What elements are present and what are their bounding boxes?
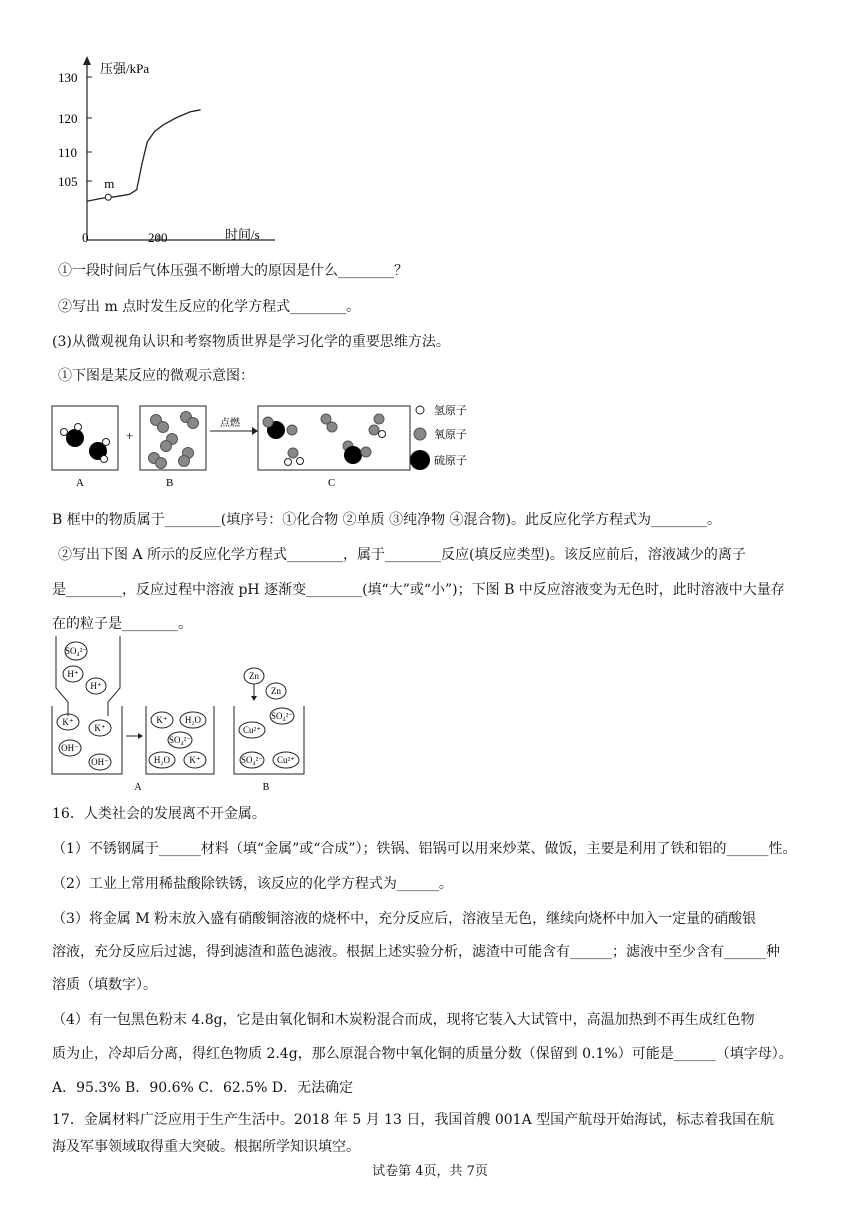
question-line: B 框中的物质属于________(填序号：①化合物 ②单质 ③纯净物 ④混合物)。此反应化学方程式为________。 xyxy=(52,512,722,528)
page-footer: 试卷第 4页，共 7页 xyxy=(372,1164,488,1179)
question-line: ①下图是某反应的微观示意图： xyxy=(58,368,254,384)
ion-label: SO₄²⁻ xyxy=(240,755,264,765)
ion-label: SO₄²⁻ xyxy=(168,735,192,745)
hydrogen-legend-marker xyxy=(416,406,424,414)
y-axis-arrow xyxy=(83,56,91,65)
ion-label: H₂O xyxy=(184,715,202,725)
y-tick-label: 105 xyxy=(58,174,78,189)
ion-label: Zn xyxy=(271,686,281,696)
ion-label: H⁺ xyxy=(90,681,102,691)
legend-label: 硫原子 xyxy=(434,455,467,467)
ion-label: K⁺ xyxy=(156,715,168,725)
box-a xyxy=(52,406,118,470)
question-line: （1）不锈钢属于______材料（填“金属”或“合成”）；铁锅、铝锅可以用来炒菜、做饭，主要是利用了铁和铝的______性。 xyxy=(52,841,797,857)
question-line: 质为止，冷却后分离，得红色物质 2.4g，那么原混合物中氧化铜的质量分数（保留到 0.1%）可能是______（填字母）。 xyxy=(52,1046,793,1062)
question-heading: 16．人类社会的发展离不开金属。 xyxy=(52,806,266,822)
question-line: (3)从微观视角认识和考察物质世界是学习化学的重要思维方法。 xyxy=(52,334,450,350)
pressure-chart xyxy=(50,55,280,255)
ion-label: Cu²⁺ xyxy=(243,725,261,735)
h2s-molecules xyxy=(61,424,110,463)
question-line: 溶液，充分反应后过滤，得到滤渣和蓝色滤液。根据上述实验分析，滤渣中可能含有______；滤液中至少含有______种 xyxy=(52,944,780,960)
question-heading: 17．金属材料广泛应用于生产生活中。2018 年 5 月 13 日，我国首艘 001A 型国产航母开始海试，标志着我国在航 xyxy=(52,1112,775,1128)
box-label-c: C xyxy=(328,477,336,488)
y-tick-label: 130 xyxy=(58,70,78,85)
micro-reaction-diagram xyxy=(48,400,508,488)
question-line: 是________，反应过程中溶液 pH 逐渐变________(填“大”或“小”)；下图 B 中反应溶液变为无色时，此时溶液中大量存 xyxy=(52,582,785,598)
plus-sign: + xyxy=(126,428,134,443)
legend-label: 氧原子 xyxy=(434,429,467,441)
x-tick-label: 200 xyxy=(148,230,168,245)
ion-label: H₂O xyxy=(153,755,171,765)
question-line: ①一段时间后气体压强不断增大的原因是什么________？ xyxy=(58,263,408,279)
oxygen-legend-marker xyxy=(414,428,426,440)
y-axis-label: 压强/kPa xyxy=(100,61,150,76)
y-tick-label: 120 xyxy=(58,111,78,126)
ion-label: H⁺ xyxy=(67,669,79,679)
beaker-label-b: B xyxy=(262,782,270,793)
question-line: 在的粒子是________。 xyxy=(52,616,192,632)
ion-label: K⁺ xyxy=(189,755,201,765)
x-axis-label: 时间/s xyxy=(225,227,260,242)
answer-options: A．95.3% B．90.6% C．62.5% D．无法确定 xyxy=(52,1080,354,1096)
ion-label: SO₄²⁻ xyxy=(270,711,294,721)
ion-label: OH⁻ xyxy=(61,743,79,753)
ion-label: K⁺ xyxy=(62,717,74,727)
x-tick-label: 0 xyxy=(82,230,89,245)
atom-legend xyxy=(410,403,467,470)
question-line: ②写出下图 A 所示的反应化学方程式________，属于________反应(填反应类型)。该反应前后，溶液减少的离子 xyxy=(58,547,746,563)
beaker-label-a: A xyxy=(134,782,142,793)
ion-label: K⁺ xyxy=(94,723,106,733)
question-line: ②写出 m 点时发生反应的化学方程式________。 xyxy=(58,299,361,315)
o2-molecules xyxy=(149,412,199,469)
y-tick-label: 110 xyxy=(58,145,78,160)
m-point-marker xyxy=(105,194,111,200)
arrow-label: 点燃 xyxy=(220,418,240,429)
question-line: （3）将金属 M 粉末放入盛有硝酸铜溶液的烧杯中，充分反应后，溶液呈无色，继续向烧杯中加入一定量的硝酸银 xyxy=(52,911,757,927)
ion-label: Cu²⁺ xyxy=(277,755,295,765)
question-line: 海及军事领域取得重大突破。根据所学知识填空。 xyxy=(52,1139,360,1155)
box-label-b: B xyxy=(166,477,174,488)
box-label-a: A xyxy=(76,477,84,488)
reaction-arrow-head xyxy=(252,427,258,435)
sulfur-legend-marker xyxy=(410,450,430,470)
ion-beaker-diagram xyxy=(48,636,318,794)
ion-label: Zn xyxy=(249,671,259,681)
question-line: （2）工业上常用稀盐酸除铁锈，该反应的化学方程式为______。 xyxy=(52,876,453,892)
box-c xyxy=(258,406,410,470)
m-point-label: m xyxy=(104,176,115,192)
ion-label: SO₄²⁻ xyxy=(64,646,88,656)
product-molecules xyxy=(263,414,386,466)
question-line: 溶质（填数字）。 xyxy=(52,977,157,993)
legend-label: 氢原子 xyxy=(434,405,467,417)
question-line: （4）有一包黑色粉末 4.8g，它是由氧化铜和木炭粉混合而成，现将它装入大试管中，高温加热到不再生成红色物 xyxy=(52,1012,755,1028)
ion-label: OH⁻ xyxy=(91,757,109,767)
